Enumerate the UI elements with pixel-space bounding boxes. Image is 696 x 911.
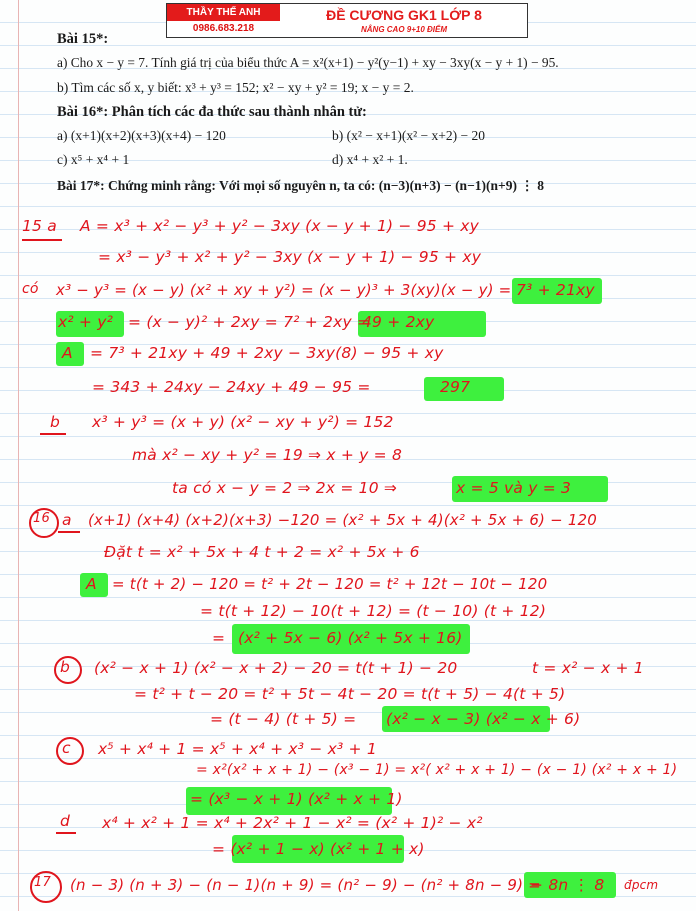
problem-16-c: c) x⁵ + x⁴ + 1 — [57, 152, 130, 167]
hw-line-7: x³ + y³ = (x + y) (x² − xy + y²) = 152 — [92, 413, 394, 431]
hw-mark-co: có — [22, 281, 39, 297]
underline-16a — [58, 531, 80, 533]
hw-line-4: = (x − y)² + 2xy = 7² + 2xy = — [128, 313, 371, 331]
hw-line-3-result: 7³ + 21xy — [516, 281, 595, 299]
hw-line-22-result: = (x² + 1 − x) (x² + 1 + x) — [212, 840, 425, 858]
label-16b: b — [60, 658, 71, 676]
label-17: 17 — [34, 875, 51, 890]
hw-line-6: = 343 + 24xy − 24xy + 49 − 95 = — [92, 378, 371, 396]
hw-line-4-result: 49 + 2xy — [362, 313, 435, 331]
hw-line-23: (n − 3) (n + 3) − (n − 1)(n + 9) = (n² − 9) − (n² + 8n − 9) = — [70, 876, 541, 894]
problem-16-b: b) (x² − x+1)(x² − x+2) − 20 — [332, 128, 486, 143]
underline-15a — [22, 239, 62, 241]
problem-16-d: d) x⁴ + x² + 1. — [332, 152, 408, 167]
hw-line-3: x³ − y³ = (x − y) (x² + xy + y²) = (x − y)³ + 3(xy)(x − y) = — [56, 281, 512, 299]
hw-line-12-A: A — [86, 575, 97, 593]
problem-16-title: Bài 16*: Phân tích các đa thức sau thành nhân tử: — [57, 104, 367, 120]
hw-line-9-result: x = 5 và y = 3 — [456, 479, 572, 497]
label-16d: d — [60, 812, 71, 830]
hw-line-8: mà x² − xy + y² = 19 ⇒ x + y = 8 — [132, 446, 403, 464]
hw-line-20-result: = (x³ − x + 1) (x² + x + 1) — [190, 790, 403, 808]
problem-15-b: b) Tìm các số x, y biết: x³ + y³ = 152; x² − xy + y² = 19; x − y = 2. — [57, 80, 414, 95]
hw-line-19: = x²(x² + x + 1) − (x³ − 1) = x²( x² + x + 1) − (x − 1) (x² + x + 1) — [196, 762, 678, 778]
teacher-phone: 0986.683.218 — [192, 23, 255, 34]
hw-line-17: = (t − 4) (t + 5) = — [210, 710, 357, 728]
exam-title: ĐỀ CƯƠNG GK1 LỚP 8 — [326, 7, 482, 23]
hw-line-10: (x+1) (x+4) (x+2)(x+3) −120 = (x² + 5x + 4)(x² + 5x + 6) − 120 — [88, 511, 598, 529]
hw-line-16: = t² + t − 20 = t² + 5t − 4t − 20 = t(t + 5) − 4(t + 5) — [134, 685, 566, 703]
label-15a: 15 a — [22, 217, 57, 235]
hw-line-5: = 7³ + 21xy + 49 + 2xy − 3xy(8) − 95 + xy — [90, 344, 444, 362]
hw-qed: đpcm — [624, 878, 659, 892]
hw-line-14-result: (x² + 5x − 6) (x² + 5x + 16) — [238, 629, 463, 647]
hw-line-4-lhs: x² + y² — [58, 313, 114, 331]
hw-line-15-sub: t = x² − x + 1 — [532, 659, 644, 677]
hw-line-9: ta có x − y = 2 ⇒ 2x = 10 ⇒ — [172, 479, 398, 497]
problem-16-a: a) (x+1)(x+2)(x+3)(x+4) − 120 — [57, 128, 226, 143]
hw-line-21: x⁴ + x² + 1 = x⁴ + 2x² + 1 − x² = (x² + 1)² − x² — [102, 814, 483, 832]
hw-line-14: = — [212, 629, 226, 647]
exam-subtitle: NÂNG CAO 9+10 ĐIỂM — [360, 25, 448, 34]
hw-line-18: x⁵ + x⁴ + 1 = x⁵ + x⁴ + x³ − x³ + 1 — [98, 740, 377, 758]
hw-line-15: (x² − x + 1) (x² − x + 2) − 20 = t(t + 1) − 20 — [94, 659, 458, 677]
problem-15-a: a) Cho x − y = 7. Tính giá trị của biểu thức A = x²(x+1) − y²(y−1) + xy − 3xy(x − y + 1) − 95. — [57, 55, 559, 70]
hw-line-6-result: 297 — [440, 378, 471, 396]
document-header — [166, 3, 528, 38]
label-15b: b — [50, 413, 61, 431]
hw-line-2: = x³ − y³ + x² + y² − 3xy (x − y + 1) − 95 + xy — [98, 248, 482, 266]
hw-line-17-result: (x² − x − 3) (x² − x + 6) — [386, 710, 581, 728]
teacher-name: THẦY THẾ ANH — [167, 4, 280, 21]
label-16: 16 — [33, 511, 50, 526]
label-16c: c — [62, 739, 71, 757]
hw-line-12: = t(t + 2) − 120 = t² + 2t − 120 = t² + 12t − 10t − 120 — [112, 575, 548, 593]
hw-line-23-result: − 8n ⋮ 8 — [530, 876, 605, 894]
hw-line-1: A = x³ + x² − y³ + y² − 3xy (x − y + 1) − 95 + xy — [80, 217, 480, 235]
problem-15-title: Bài 15*: — [57, 31, 109, 47]
hw-line-13: = t(t + 12) − 10(t + 12) = (t − 10) (t + 12) — [200, 602, 547, 620]
teacher-box — [167, 4, 280, 37]
underline-15b — [40, 433, 66, 435]
hw-line-5-A: A — [62, 344, 73, 362]
underline-16d — [56, 832, 76, 834]
hw-line-11: Đặt t = x² + 5x + 4 t + 2 = x² + 5x + 6 — [104, 543, 420, 561]
problem-17: Bài 17*: Chứng minh rằng: Với mọi số nguyên n, ta có: (n−3)(n+3) − (n−1)(n+9) ⋮ 8 — [57, 178, 544, 193]
label-16a: a — [62, 511, 72, 529]
